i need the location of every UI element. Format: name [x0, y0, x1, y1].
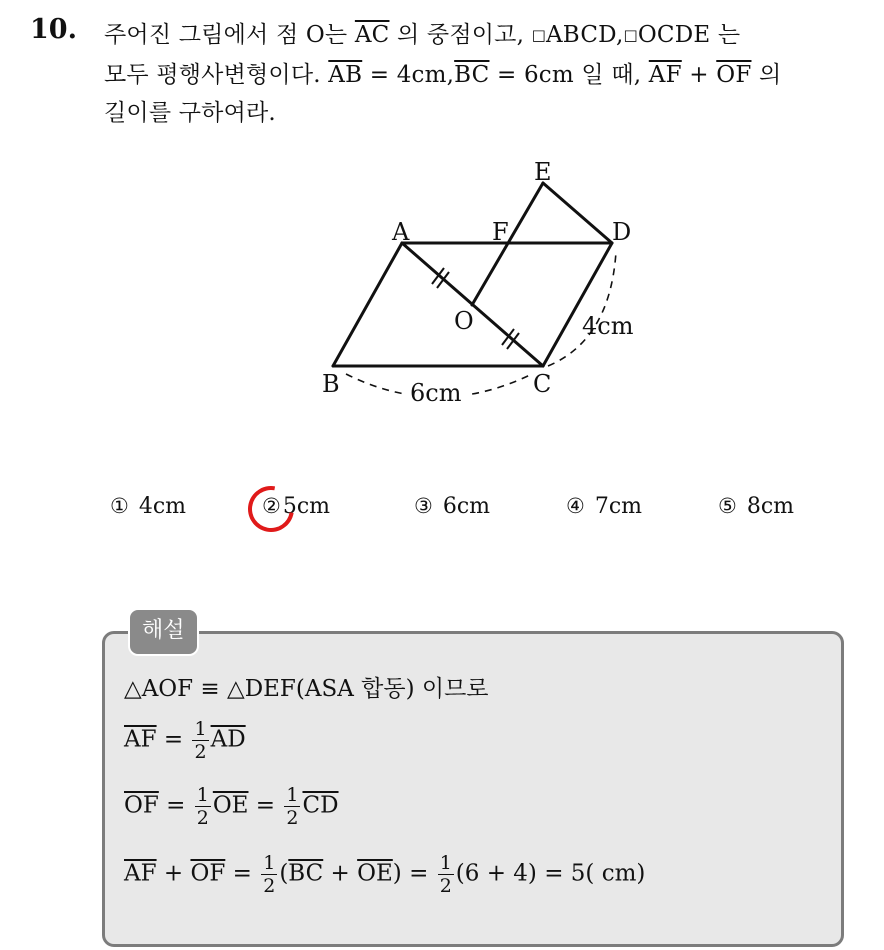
segment-ac: $\overline{AC}$ [354, 22, 390, 48]
choice-3[interactable]: ③ 6cm [414, 494, 491, 519]
label-b: B [322, 370, 340, 398]
solution-line-3: $\overline{OF}$ = $\frac{1}{2}$ $\overline{OE}$ = $\frac{1}{2}$ $\overline{CD}$ [124, 784, 339, 829]
length-bc: 6cm [410, 379, 462, 407]
edge-ab [333, 243, 402, 366]
label-o: O [454, 307, 474, 335]
label-c: C [533, 370, 552, 398]
question-number: 10. [30, 14, 77, 45]
fraction-half: $\frac{1}{2}$ [286, 784, 299, 829]
fraction-half: $\frac{1}{2}$ [194, 718, 207, 763]
selected-answer-mark [239, 477, 303, 541]
question-line-2: 모두 평행사변형이다. $\overline{AB} = 4cm,\overline{BC} = 6cm$ 일 때, $\overline{AF} + \overline{OF}$ 의 [104, 62, 782, 88]
segment-ab: $\overline{AB}$ [328, 62, 363, 88]
fraction-half: $\frac{1}{2}$ [196, 784, 209, 829]
choice-1[interactable]: ① 4cm [110, 494, 187, 519]
parallelogram-symbol: □ [531, 26, 546, 44]
question-line-1: 주어진 그림에서 점 O는 $\overline{AC}$ 의 중점이고, □ABCD,□OCDE 는 [104, 22, 741, 48]
fraction-half: $\frac{1}{2}$ [439, 852, 452, 897]
segment-af: $\overline{AF}$ [648, 62, 682, 88]
edge-ed [543, 183, 612, 243]
choice-2[interactable]: ②5cm [262, 494, 331, 519]
length-cd: 4cm [582, 312, 634, 340]
parallelogram-symbol: □ [623, 26, 638, 44]
label-a: A [392, 218, 410, 246]
arc-cd [548, 252, 616, 366]
solution-line-4: $\overline{AF} + \overline{OF}$ = $\frac{1}{2}$ $(\overline{BC} + \overline{OE})$ = $\frac{1}{2}$ (6 + 4) = 5( cm) [124, 852, 646, 897]
solution-line-2: $\overline{AF}$ = $\frac{1}{2}$ $\overline{AD}$ [124, 718, 246, 763]
choice-5[interactable]: ⑤ 8cm [718, 494, 795, 519]
answer-choices [0, 494, 884, 530]
segment-of: $\overline{OF}$ [716, 62, 752, 88]
solution-tag: 해설 [128, 608, 199, 656]
label-f: F [492, 218, 509, 246]
solution-line-1: △AOF ≡ △DEF(ASA 합동) 이므로 [124, 676, 489, 702]
label-d: D [612, 218, 632, 246]
choice-4[interactable]: ④ 7cm [566, 494, 643, 519]
segment-bc: $\overline{BC}$ [454, 62, 490, 88]
edge-cd [543, 243, 612, 366]
question-line-3: 길이를 구하여라. [104, 100, 276, 126]
label-e: E [534, 158, 552, 186]
parallelogram-figure [0, 0, 884, 470]
fraction-half: $\frac{1}{2}$ [263, 852, 276, 897]
